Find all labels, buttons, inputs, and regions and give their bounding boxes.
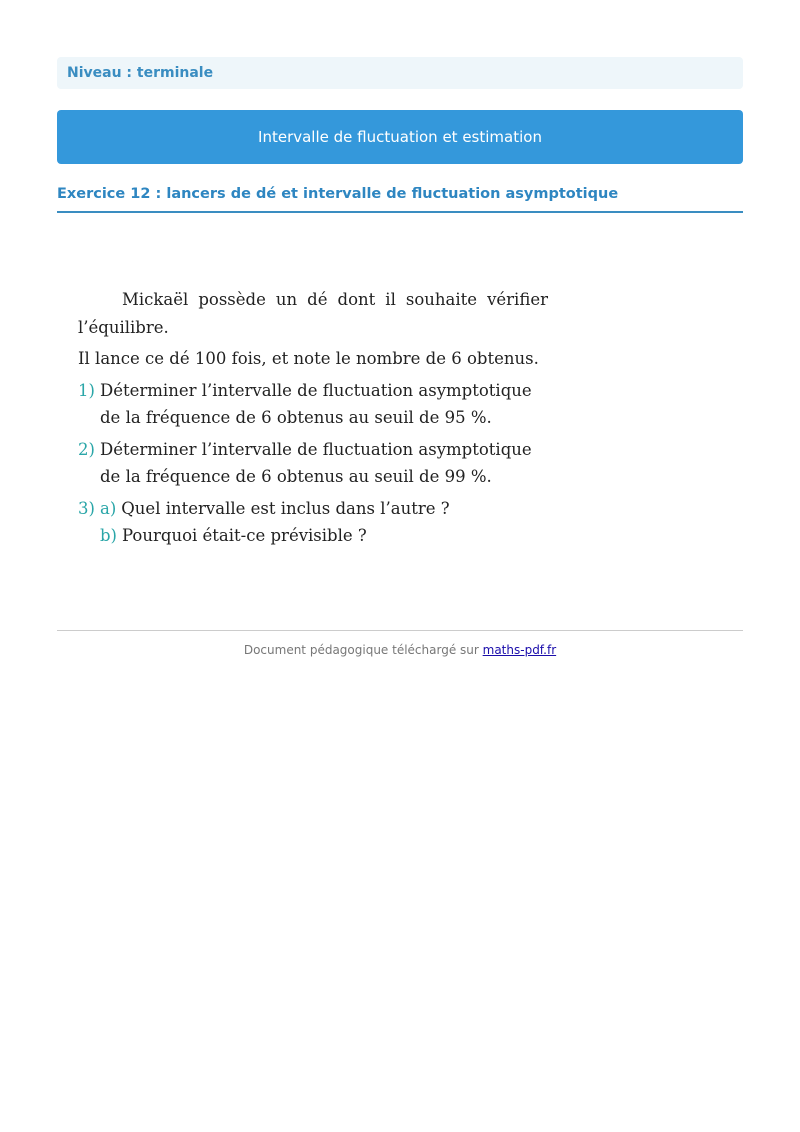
level-badge	[57, 57, 743, 89]
chapter-title: Intervalle de fluctuation et estimation	[258, 128, 542, 146]
level-label: Niveau : terminale	[67, 65, 214, 81]
question-3a-label: a)	[100, 498, 117, 518]
question-2-number: 2)	[78, 439, 95, 459]
exercise-title: Exercice 12 : lancers de dé et intervalle de fluctuation asymptotique	[57, 186, 743, 213]
footer-link[interactable]: maths-pdf.fr	[482, 643, 557, 657]
question-3-number: 3)	[78, 498, 95, 518]
exercise-intro: Mickaël possède un dé dont il souhaite vérifier l’équilibre.	[78, 290, 548, 337]
question-3a-text: Quel intervalle est inclus dans l’autre ?	[121, 498, 450, 518]
exercise-statement	[78, 286, 548, 550]
footer-divider	[57, 630, 743, 631]
question-1-number: 1)	[78, 380, 95, 400]
question-3b-label: b)	[100, 526, 117, 545]
chapter-banner	[57, 110, 743, 164]
question-3b-text: Pourquoi était-ce prévisible ?	[122, 526, 367, 545]
question-2-text: Déterminer l’intervalle de fluctuation asymptotique de la fréquence de 6 obtenus au seuil de 99 %.	[100, 439, 532, 486]
question-3b	[78, 522, 548, 550]
footer-text: Document pédagogique téléchargé sur	[243, 643, 483, 657]
question-1-text: Déterminer l’intervalle de fluctuation asymptotique de la fréquence de 6 obtenus au seuil de 95 %.	[100, 380, 532, 427]
footer	[57, 643, 743, 657]
question-2	[78, 436, 548, 491]
question-3a	[78, 495, 548, 523]
document-page	[57, 57, 743, 550]
question-1	[78, 377, 548, 432]
exercise-context: Il lance ce dé 100 fois, et note le nombre de 6 obtenus.	[78, 349, 539, 368]
